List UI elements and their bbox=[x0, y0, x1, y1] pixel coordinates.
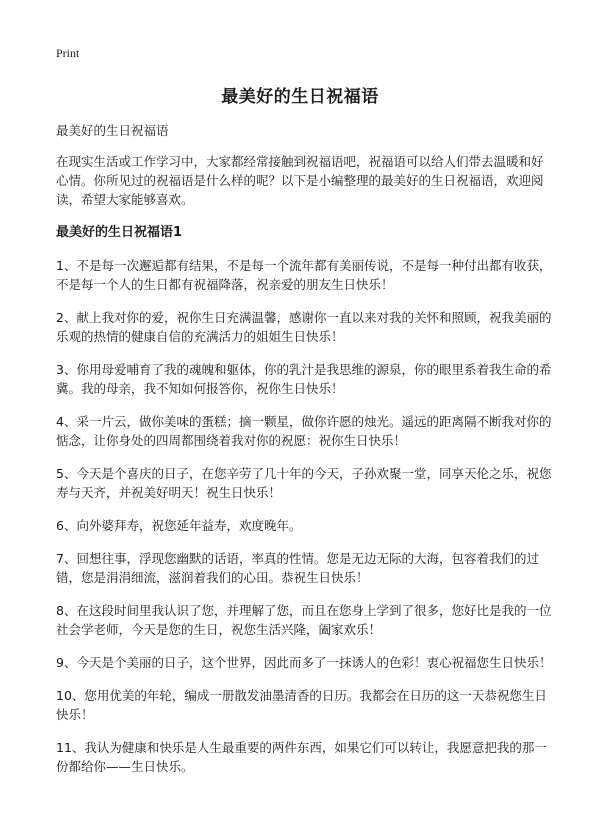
blessing-paragraph: 7、回想往事，浮现您幽默的话语，率真的性情。您是无边无际的大海，包容着我们的过错，您是涓涓细流，滋润着我们的心田。恭祝生日快乐！ bbox=[56, 551, 539, 585]
blessing-paragraph: 9、今天是个美丽的日子，这个世界，因此而多了一抹诱人的色彩！衷心祝福您生日快乐！ bbox=[56, 655, 552, 670]
document-subtitle: 最美好的生日祝福语 bbox=[56, 123, 169, 138]
section-heading: 最美好的生日祝福语1 bbox=[56, 225, 183, 240]
blessing-paragraph: 1、不是每一次邂逅都有结果，不是每一个流年都有美丽传说，不是每一种付出都有收获，不是每一个人的生日都有祝福降落，祝亲爱的朋友生日快乐！ bbox=[56, 258, 552, 292]
blessing-paragraph: 6、向外婆拜寿，祝您延年益寿，欢度晚年。 bbox=[56, 518, 302, 533]
blessing-paragraph: 3、你用母爱哺育了我的魂魄和躯体，你的乳汁是我思维的源泉，你的眼里系着我生命的希冀。我的母亲，我不知如何报答你，祝你生日快乐！ bbox=[56, 362, 552, 396]
blessing-paragraph: 10、您用优美的年轮，编成一册散发油墨清香的日历。我都会在日历的这一天恭祝您生日快乐！ bbox=[56, 688, 547, 722]
print-link[interactable]: Print bbox=[56, 46, 80, 60]
blessing-paragraph: 5、今天是个喜庆的日子，在您辛劳了几十年的今天，子孙欢聚一堂，同享天伦之乐，祝您寿与天齐，并祝美好明天！祝生日快乐！ bbox=[56, 466, 552, 500]
blessing-paragraph: 4、采一片云，做你美味的蛋糕；摘一颗星，做你许愿的烛光。遥远的距离隔不断我对你的惦念，让你身处的四周都围绕着我对你的祝愿：祝你生日快乐！ bbox=[56, 414, 552, 448]
document-body bbox=[56, 121, 554, 790]
document-title: 最美好的生日祝福语 bbox=[221, 87, 379, 107]
blessing-paragraph: 2、献上我对你的爱，祝你生日充满温馨，感谢你一直以来对我的关怀和照顾，祝我美丽的乐观的热情的健康自信的充满活力的姐姐生日快乐！ bbox=[56, 310, 552, 344]
blessing-paragraph: 8、在这段时间里我认识了您，并理解了您，而且在您身上学到了很多，您好比是我的一位社会学老师，今天是您的生日，祝您生活兴隆，阖家欢乐！ bbox=[56, 603, 552, 637]
intro-paragraph: 在现实生活或工作学习中，大家都经常接触到祝福语吧，祝福语可以给人们带去温暖和好心情。你所见过的祝福语是什么样的呢？以下是小编整理的最美好的生日祝福语，欢迎阅读，希望大家能够喜欢。 bbox=[56, 154, 544, 207]
blessing-paragraph: 11、我认为健康和快乐是人生最重要的两件东西，如果它们可以转让，我愿意把我的那一份都给你——生日快乐。 bbox=[56, 740, 547, 774]
